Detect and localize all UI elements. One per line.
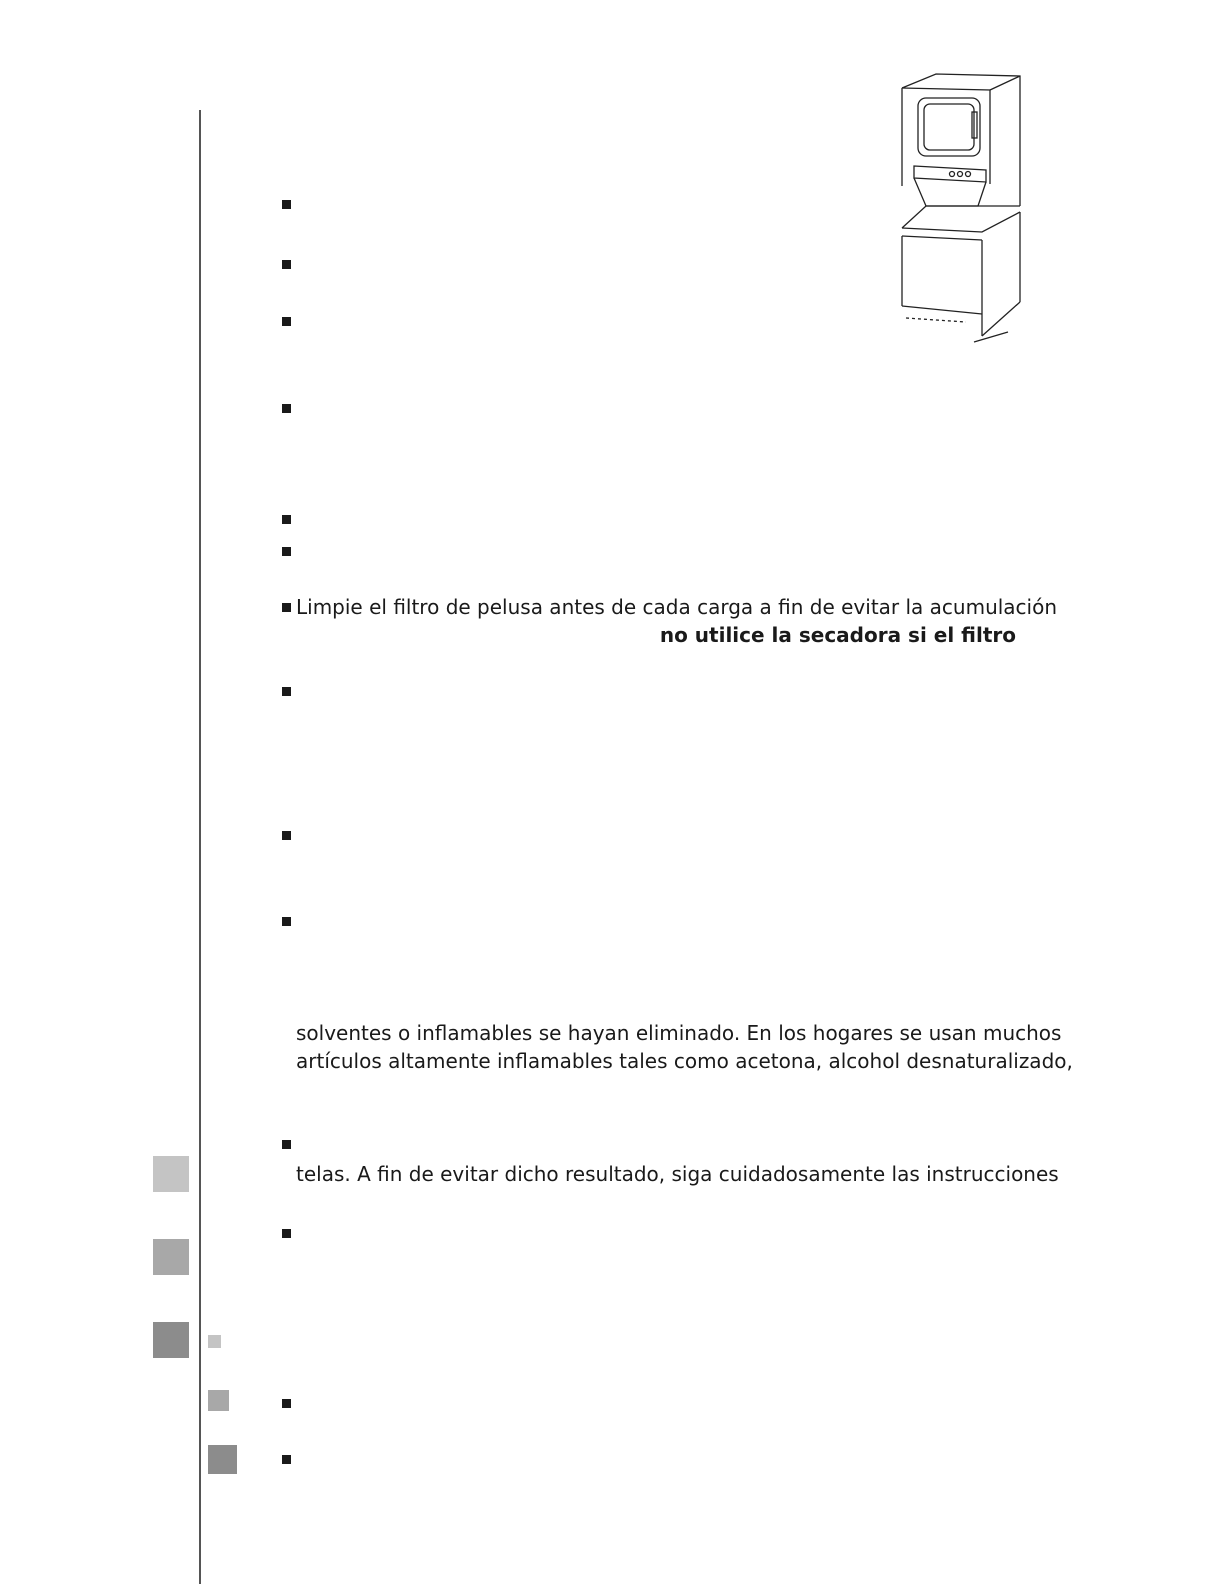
solvents-text-line-2: artículos altamente inflamables tales como acetona, alcohol desnaturalizado, xyxy=(296,1049,1073,1073)
bullet-marker xyxy=(282,1229,291,1238)
legend-square-light xyxy=(208,1335,221,1348)
bullet-marker xyxy=(282,404,291,413)
legend-square-mid xyxy=(208,1390,229,1411)
bullet-marker xyxy=(282,317,291,326)
bullet-marker xyxy=(282,200,291,209)
bullet-marker xyxy=(282,1455,291,1464)
bullet-marker xyxy=(282,547,291,556)
margin-marker-dark xyxy=(153,1322,189,1358)
bullet-marker xyxy=(282,917,291,926)
bullet-marker xyxy=(282,515,291,524)
fabric-instructions-text-line: telas. A fin de evitar dicho resultado, siga cuidadosamente las instrucciones xyxy=(296,1162,1059,1186)
lint-filter-warning-bold: no utilice la secadora si el filtro xyxy=(659,623,1016,647)
margin-rule xyxy=(199,110,201,1584)
margin-marker-light xyxy=(153,1156,189,1192)
bullet-marker xyxy=(282,260,291,269)
stacked-washer-dryer-icon xyxy=(896,66,1028,348)
bullet-marker xyxy=(282,603,291,612)
margin-marker-mid xyxy=(153,1239,189,1275)
lint-filter-text-line-1: Limpie el filtro de pelusa antes de cada carga a fin de evitar la acumulación xyxy=(296,595,1058,619)
legend-square-dark xyxy=(208,1445,237,1474)
bullet-marker xyxy=(282,1140,291,1149)
bullet-marker xyxy=(282,687,291,696)
bullet-marker xyxy=(282,831,291,840)
bullet-marker xyxy=(282,1399,291,1408)
solvents-text-line-1: solventes o inflamables se hayan eliminado. En los hogares se usan muchos xyxy=(296,1021,1062,1045)
